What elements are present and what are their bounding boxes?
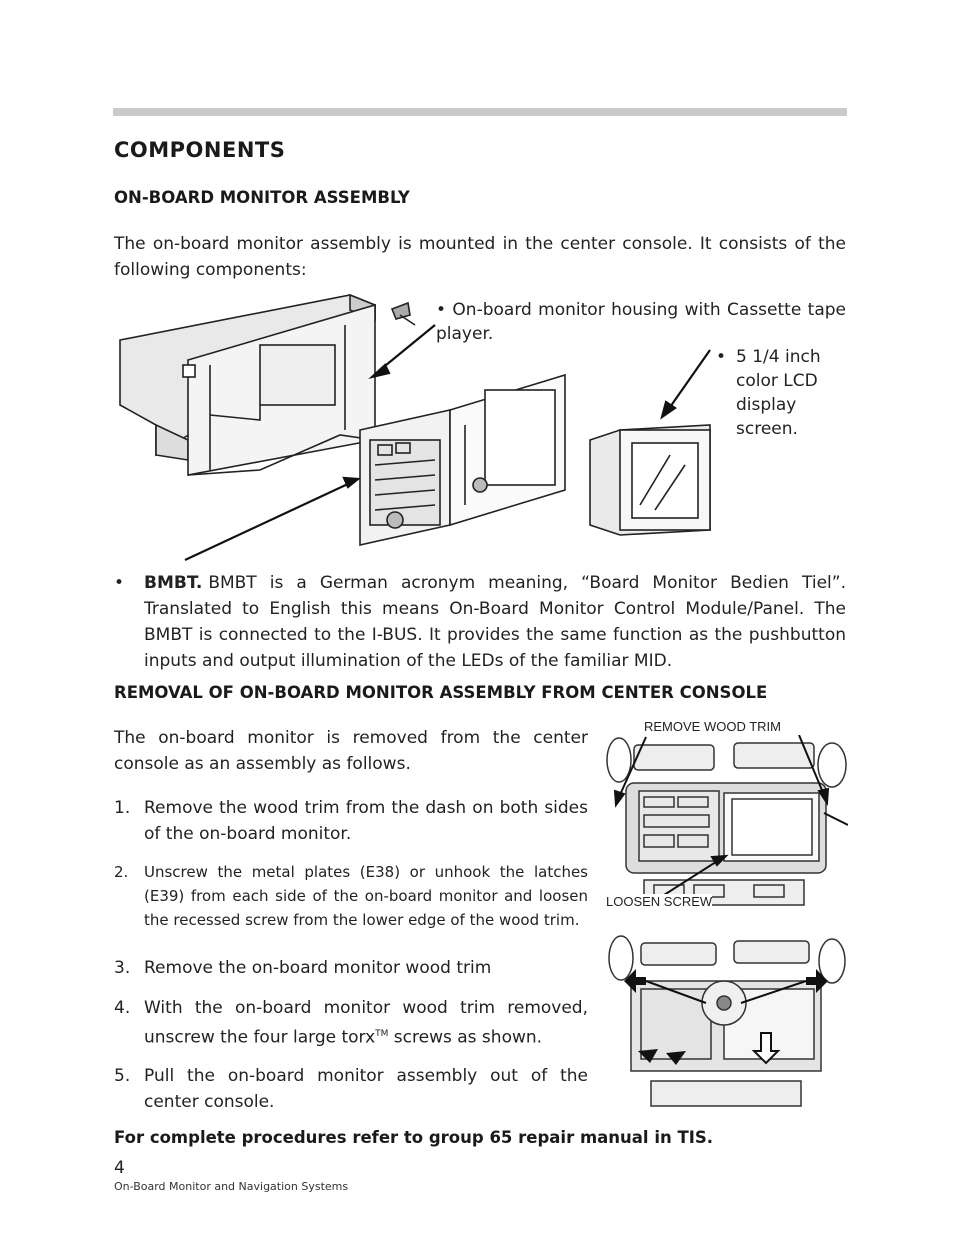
final-note: For complete procedures refer to group 65 repair manual in TIS. xyxy=(114,1128,714,1147)
callout-housing: • On-board monitor housing with Cassette tape player. xyxy=(436,300,846,344)
bmbt-text: BMBT is a German acronym meaning, “Board Monitor Bedien Tiel”. Translated to English this means On-Board Monitor Control Module/Panel. The BMBT is connected to the I-BUS. It provides the same function as the pushbutton inputs and output illumination of the LEDs of the familiar MID. xyxy=(144,573,846,671)
bmbt-paragraph xyxy=(114,570,846,674)
section-heading-removal: REMOVAL OF ON-BOARD MONITOR ASSEMBLY FROM CENTER CONSOLE xyxy=(114,683,768,702)
page-title: COMPONENTS xyxy=(114,138,286,162)
step-5: 5. Pull the on-board monitor assembly out of the center console. xyxy=(114,1066,588,1112)
callout-display-bullet: • xyxy=(716,347,727,367)
page-number: 4 xyxy=(114,1158,125,1178)
step-4: 4. With the on-board monitor wood trim removed, unscrew the four large torx™ screws as shown. xyxy=(114,998,588,1048)
step-3: 3. Remove the on-board monitor wood trim xyxy=(114,958,492,978)
bmbt-label: BMBT. xyxy=(144,573,203,593)
intro-paragraph: The on-board monitor assembly is mounted in the center console. It consists of the following components: xyxy=(114,234,846,280)
bullet: • xyxy=(114,573,125,593)
photo-label-remove-wood-trim: REMOVE WOOD TRIM xyxy=(644,719,781,734)
step-1: 1. Remove the wood trim from the dash on both sides of the on-board monitor. xyxy=(114,798,588,844)
step-2: 2. Unscrew the metal plates (E38) or unhook the latches (E39) from each side of the on-board monitor and loosen the recessed screw from the lower edge of the wood trim. xyxy=(114,863,588,929)
photo-remove-wood-trim xyxy=(604,735,848,910)
section-heading-assembly: ON-BOARD MONITOR ASSEMBLY xyxy=(114,188,410,207)
callout-display: 5 1/4 inch color LCD display screen. xyxy=(736,347,821,439)
photo-label-loosen-screw: LOOSEN SCREW xyxy=(606,894,713,909)
footer-title: On-Board Monitor and Navigation Systems xyxy=(114,1180,349,1193)
photo-torx-screws xyxy=(606,933,846,1113)
removal-intro: The on-board monitor is removed from the center console as an assembly as follows. xyxy=(114,728,588,774)
header-rule xyxy=(113,108,847,116)
